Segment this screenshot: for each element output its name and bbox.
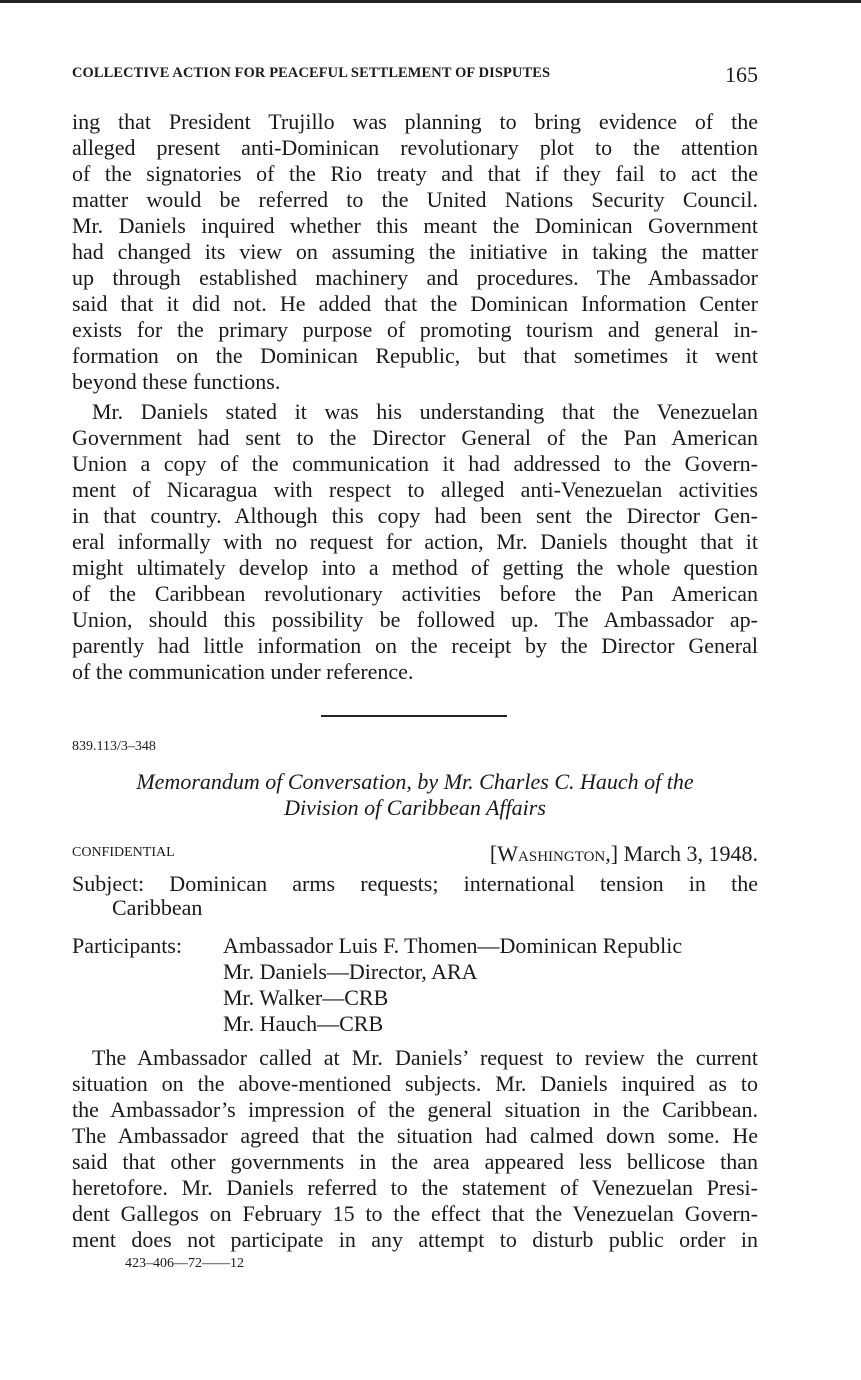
body-line: Government had sent to the Director General of the Pan American (72, 425, 758, 450)
participant: Mr. Daniels—Director, ARA (223, 959, 478, 984)
page-number: 165 (725, 62, 758, 87)
body-line: might ultimately develop into a method of getting the whole question (72, 555, 758, 580)
memo-line: The Ambassador called at Mr. Daniels’ request to review the current (92, 1045, 758, 1070)
participant: Ambassador Luis F. Thomen—Dominican Republic (223, 933, 683, 958)
participant: Mr. Walker—CRB (223, 985, 389, 1010)
memo-title-line-2: Division of Caribbean Affairs (284, 795, 546, 820)
body-line: parently had little information on the receipt by the Director General (72, 633, 758, 658)
body-line: of the signatories of the Rio treaty and that if they fail to act the (72, 161, 758, 186)
participants-label: Participants: (72, 933, 182, 958)
participant: Mr. Hauch—CRB (223, 1011, 384, 1036)
body-line: beyond these functions. (72, 369, 281, 394)
memo-title-line-1: Memorandum of Conversation, by Mr. Charles C. Hauch of the (136, 769, 694, 794)
body-line: exists for the primary purpose of promoting tourism and general in- (72, 317, 758, 342)
body-line: Mr. Daniels inquired whether this meant the Dominican Government (72, 213, 758, 238)
date-bracket-close: ,] (605, 841, 619, 866)
date-line (490, 841, 758, 867)
memo-line: situation on the above-mentioned subjects. Mr. Daniels inquired as to (72, 1071, 758, 1096)
running-head (72, 62, 758, 90)
file-number: 839.113/3–348 (72, 739, 156, 754)
body-line: in that country. Although this copy had been sent the Director Gen- (72, 503, 758, 528)
body-line: ing that President Trujillo was planning to bring evidence of the (72, 109, 758, 134)
section-divider (321, 715, 507, 717)
body-line: formation on the Dominican Republic, but that sometimes it went (72, 343, 758, 368)
body-line: of the Caribbean revolutionary activities before the Pan American (72, 581, 758, 606)
body-line: alleged present anti-Dominican revolutionary plot to the attention (72, 135, 758, 160)
date-bracket-open: [ (489, 841, 498, 866)
memo-line: the Ambassador’s impression of the general situation in the Caribbean. (72, 1097, 758, 1122)
memo-line: dent Gallegos on February 15 to the effect that the Venezuelan Govern- (72, 1201, 758, 1226)
print-code: 423–406—72——12 (125, 1256, 244, 1271)
body-line: ment of Nicaragua with respect to alleged anti-Venezuelan activities (72, 477, 758, 502)
body-line: eral informally with no request for action, Mr. Daniels thought that it (72, 529, 758, 554)
memo-line: The Ambassador agreed that the situation had calmed down some. He (72, 1123, 758, 1148)
classification-label: CONFIDENTIAL (72, 845, 175, 860)
date-place: Washington (497, 841, 606, 866)
memo-line: ment does not participate in any attempt to disturb public order in (72, 1227, 758, 1252)
body-line: Union, should this possibility be followed up. The Ambassador ap- (72, 607, 758, 632)
body-line: Union a copy of the communication it had addressed to the Govern- (72, 451, 758, 476)
body-line: of the communication under reference. (72, 659, 414, 684)
body-line: Mr. Daniels stated it was his understanding that the Venezuelan (92, 399, 758, 424)
body-line: said that it did not. He added that the Dominican Information Center (72, 291, 758, 316)
subject-line: Subject: Dominican arms requests; international tension in the (72, 871, 758, 896)
body-line: matter would be referred to the United Nations Security Council. (72, 187, 758, 212)
top-border-rule (0, 0, 861, 3)
body-line: up through established machinery and procedures. The Ambassador (72, 265, 758, 290)
memo-line: heretofore. Mr. Daniels referred to the statement of Venezuelan Presi- (72, 1175, 758, 1200)
date-value: March 3, 1948. (618, 841, 758, 866)
subject-continuation: Caribbean (112, 895, 203, 920)
body-line: had changed its view on assuming the initiative in taking the matter (72, 239, 758, 264)
memo-line: said that other governments in the area appeared less bellicose than (72, 1149, 758, 1174)
running-title: COLLECTIVE ACTION FOR PEACEFUL SETTLEMENT OF DISPUTES (72, 65, 551, 81)
